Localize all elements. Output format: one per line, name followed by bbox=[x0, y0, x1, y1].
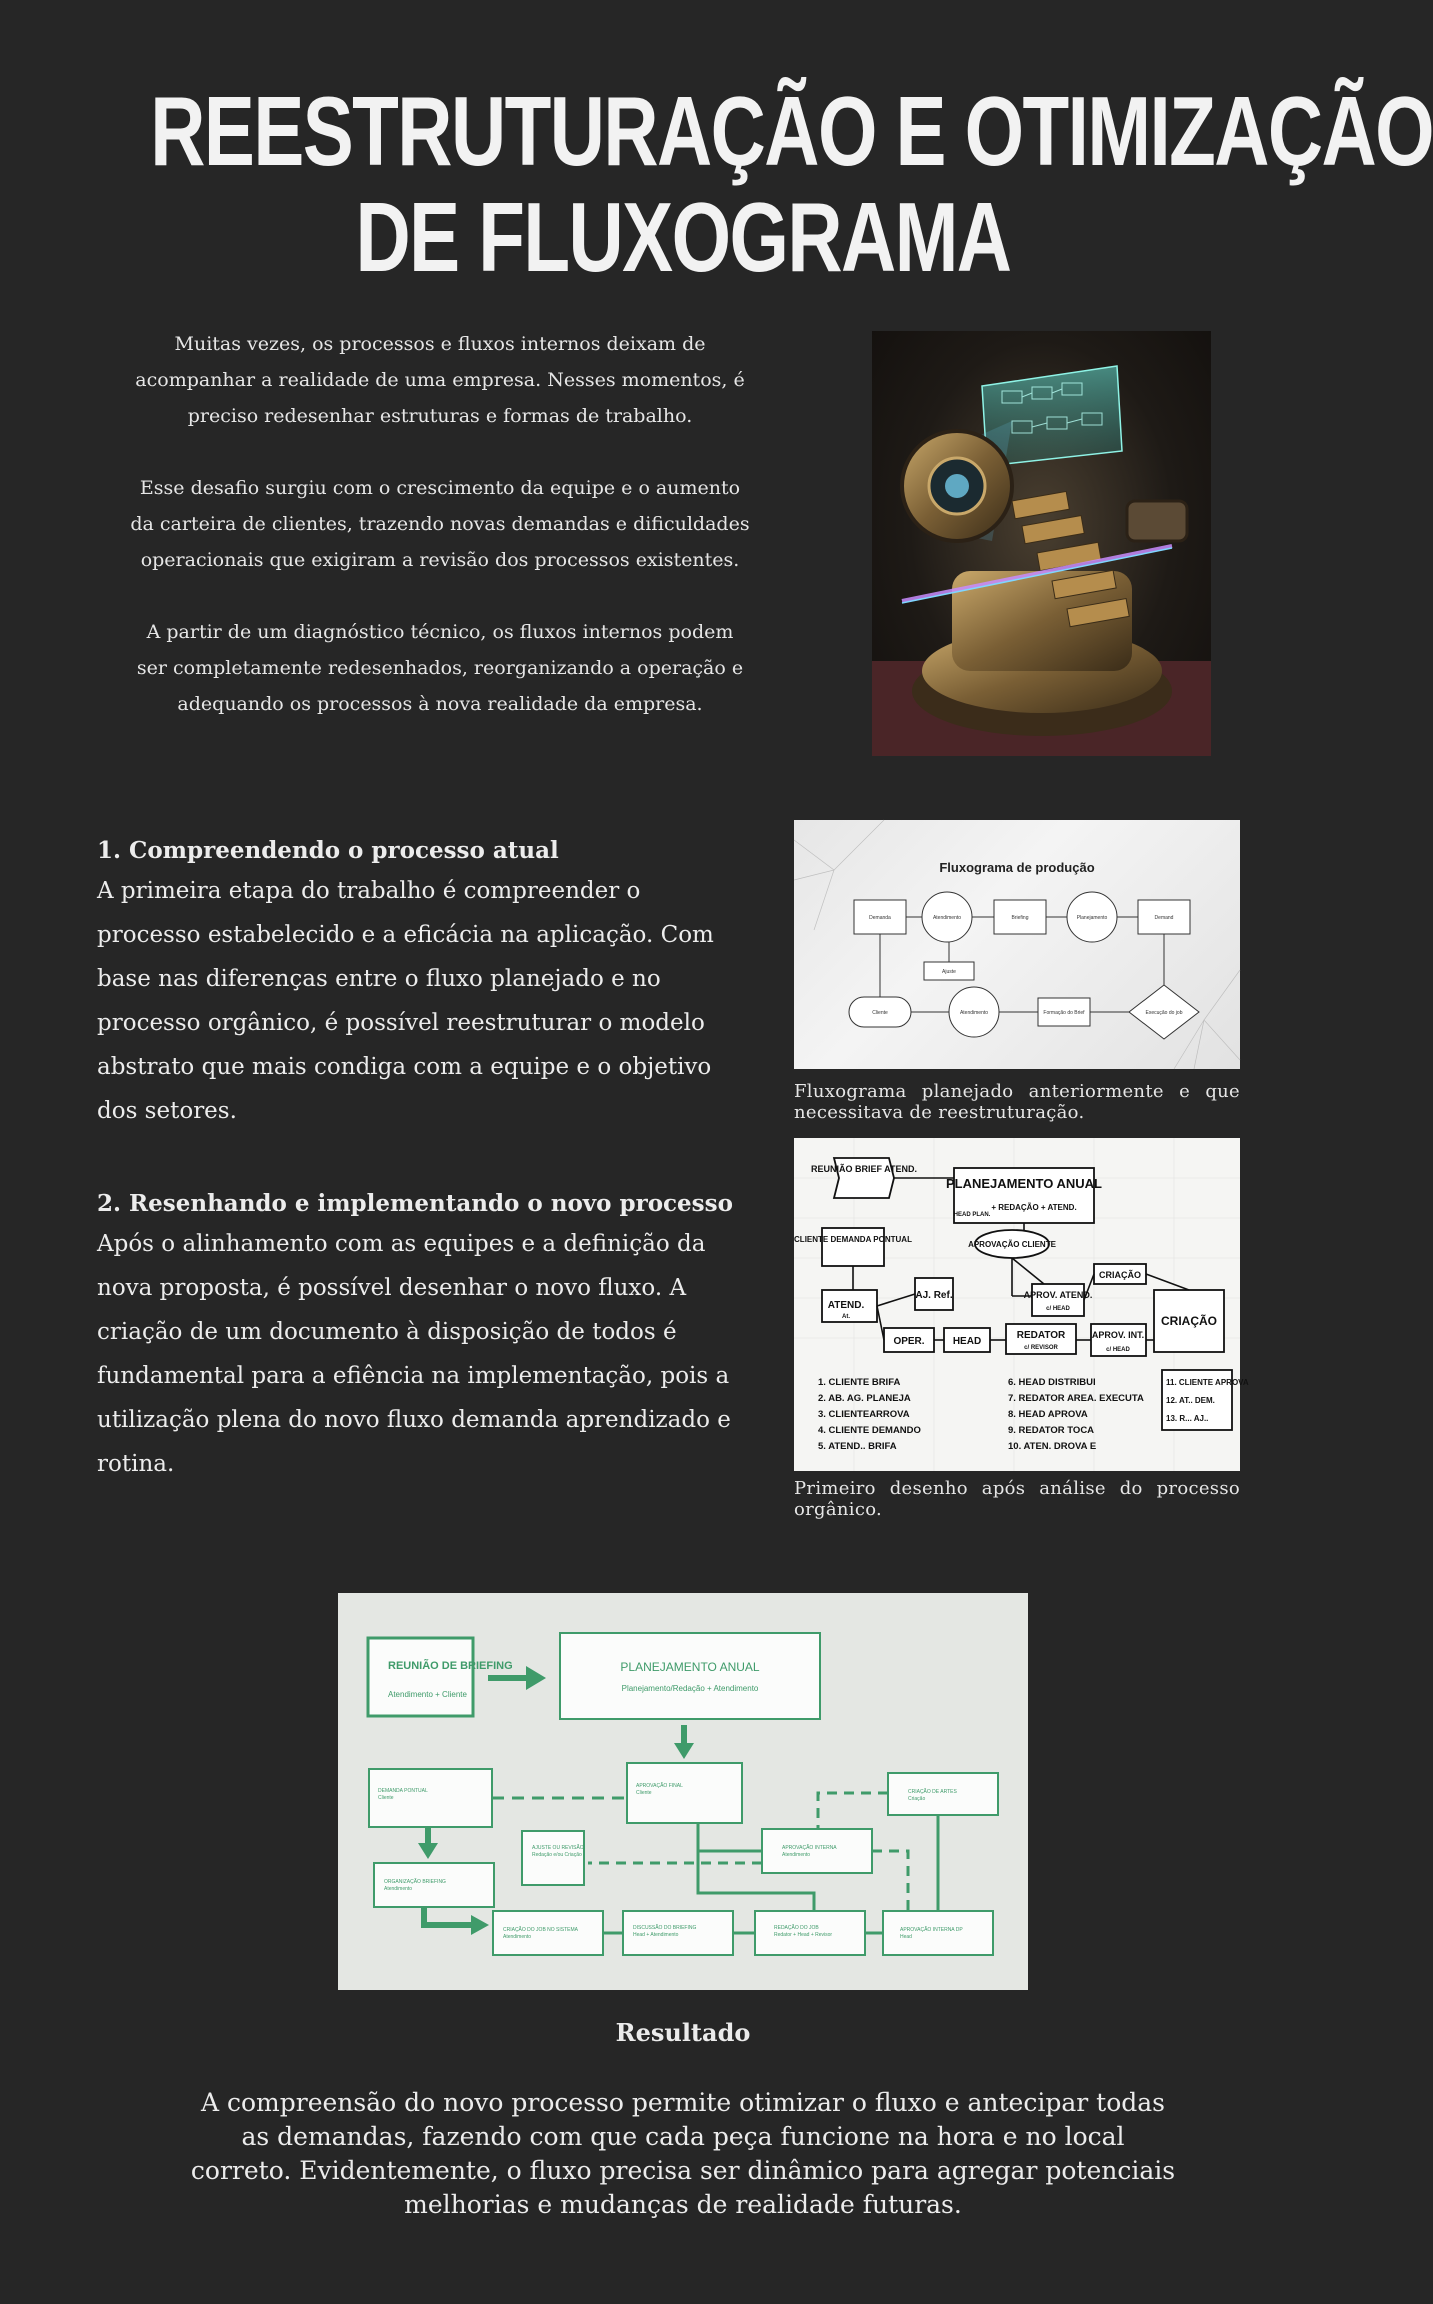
figure-1-node: Atendimento bbox=[932, 915, 962, 921]
fig2-node-criacao-small: CRIAÇÃO bbox=[1099, 1270, 1141, 1280]
fig2-list-item: 2. AB. AG. PLANEJA bbox=[818, 1393, 911, 1404]
fig3-small-node: ORGANIZAÇÃO BRIEFING bbox=[384, 1879, 446, 1885]
fig3-small-node: Atendimento bbox=[384, 1886, 413, 1892]
fig3-small-node: DISCUSSÃO DO BRIEFING bbox=[633, 1925, 697, 1931]
figure-3-new-flowchart bbox=[338, 1593, 1028, 1990]
page-title bbox=[150, 76, 1433, 292]
page-title-line-2: DE FLUXOGRAMA bbox=[355, 182, 1011, 292]
fig2-list-item: 6. HEAD DISTRIBUI bbox=[1008, 1377, 1096, 1388]
fig3-small-node: Cliente bbox=[378, 1795, 394, 1801]
fig3-node-plan: PLANEJAMENTO ANUAL bbox=[620, 1660, 760, 1674]
fig3-small-node: APROVAÇÃO INTERNA bbox=[782, 1845, 837, 1851]
fig2-node-redator: REDATOR bbox=[1016, 1330, 1066, 1341]
fig2-list-item: 12. AT.. DEM. bbox=[1166, 1396, 1215, 1405]
fig2-list-item: 3. CLIENTEARROVA bbox=[818, 1409, 910, 1420]
section-1 bbox=[97, 833, 737, 1133]
fig2-list-item: 1. CLIENTE BRIFA bbox=[818, 1377, 901, 1388]
fig2-node-brief: REUNIÃO BRIEF ATEND. bbox=[810, 1164, 918, 1174]
fig2-node-redator-sub: c/ REVISOR bbox=[1024, 1345, 1058, 1351]
fig3-small-node: Head bbox=[900, 1934, 912, 1940]
fig3-small-node: CRIAÇÃO DE ARTES bbox=[908, 1789, 957, 1795]
fig2-list-item: 4. CLIENTE DEMANDO bbox=[818, 1425, 921, 1436]
intro-paragraph-3: A partir de um diagnóstico técnico, os fluxos internos podem ser completamente redesenhados, reorganizando a operação e adequando os processos à nova realidade da empresa. bbox=[136, 621, 744, 715]
fig3-small-node: Cliente bbox=[636, 1790, 652, 1796]
fig2-node-plan: PLANEJAMENTO ANUAL bbox=[945, 1176, 1103, 1191]
fig3-small-node: Atendimento bbox=[782, 1852, 811, 1858]
hero-machine-graphic bbox=[872, 331, 1211, 756]
fig2-node-oper: OPER. bbox=[893, 1336, 925, 1347]
figure-1-node: Cliente bbox=[872, 1010, 888, 1016]
figure-1-node: Ajuste bbox=[942, 969, 956, 975]
figure-1-node: Planejamento bbox=[1076, 915, 1108, 921]
result-title: Resultado bbox=[615, 2018, 751, 2047]
fig3-small-node: APROVAÇÃO INTERNA DP bbox=[900, 1927, 963, 1933]
fig3-node-briefing: REUNIÃO DE BRIEFING bbox=[388, 1660, 513, 1672]
figure-1-caption: Fluxograma planejado anteriormente e que necessitava de reestruturação. bbox=[794, 1081, 1240, 1123]
result-text: A compreensão do novo processo permite otimizar o fluxo e antecipar todas as demandas, fazendo com que cada peça funcione na hora e no local correto. Evidentemente, o fluxo precisa ser dinâmico para agregar potenciais melhorias e mudanças de realidade futuras. bbox=[190, 2088, 1176, 2219]
fig3-small-node: APROVAÇÃO FINAL bbox=[636, 1783, 683, 1789]
section-2 bbox=[97, 1186, 737, 1486]
fig2-list-item: 13. R... AJ.. bbox=[1166, 1414, 1209, 1423]
fig2-list-item: 8. HEAD APROVA bbox=[1008, 1409, 1088, 1420]
figure-2-sketch bbox=[794, 1138, 1249, 1471]
fig2-node-atend-sub: At. bbox=[842, 1314, 850, 1320]
fig2-node-cliente: CLIENTE DEMANDA PONTUAL bbox=[794, 1235, 912, 1244]
fig2-node-aprov-int: APROV. INT. bbox=[1091, 1330, 1145, 1340]
fig2-node-plan-sub: + REDAÇÃO + ATEND. bbox=[991, 1203, 1077, 1212]
section-2-body: Após o alinhamento com as equipes e a definição da nova proposta, é possível desenhar o novo fluxo. A criação de um documento à disposição de todos é fundamental para a efiência na implementação, pois a utilização plena do novo fluxo demanda aprendizado e rotina. bbox=[97, 1231, 731, 1477]
fig2-node-aj-ref: AJ. Ref. bbox=[915, 1290, 953, 1301]
intro-text bbox=[130, 326, 750, 758]
fig2-node-head-plan: HEAD PLAN. bbox=[953, 1212, 991, 1218]
fig3-small-node: Head + Atendimento bbox=[633, 1932, 679, 1938]
figure-1-node: Briefing bbox=[1011, 915, 1029, 921]
fig3-small-node: CRIAÇÃO DO JOB NO SISTEMA bbox=[503, 1927, 579, 1933]
fig3-node-plan-sub: Planejamento/Redação + Atendimento bbox=[621, 1684, 759, 1693]
section-1-heading: 1. Compreendendo o processo atual bbox=[97, 837, 559, 864]
fig3-small-node: REDAÇÃO DO JOB bbox=[774, 1925, 819, 1931]
figure-2-caption: Primeiro desenho após análise do processo orgânico. bbox=[794, 1478, 1240, 1520]
fig2-list-item: 9. REDATOR TOCA bbox=[1008, 1425, 1095, 1436]
fig3-node-briefing-sub: Atendimento + Cliente bbox=[388, 1690, 467, 1699]
intro-paragraph-2: Esse desafio surgiu com o crescimento da equipe e o aumento da carteira de clientes, trazendo novas demandas e dificuldades operacionais que exigiram a revisão dos processos existentes. bbox=[130, 477, 750, 571]
intro-paragraph-1: Muitas vezes, os processos e fluxos internos deixam de acompanhar a realidade de uma empresa. Nesses momentos, é preciso redesenhar estruturas e formas de trabalho. bbox=[135, 333, 745, 427]
figure-1-node: Execução do job bbox=[1145, 1010, 1183, 1016]
fig3-small-node: Redação e/ou Criação bbox=[532, 1852, 582, 1858]
fig2-node-head: HEAD bbox=[952, 1336, 982, 1347]
section-1-body: A primeira etapa do trabalho é compreender o processo estabelecido e a eficácia na aplicação. Com base nas diferenças entre o fluxo planejado e no processo orgânico, é possível reestruturar o modelo abstrato que mais condiga com a equipe e o objetivo dos setores. bbox=[97, 878, 714, 1124]
fig3-small-node: Atendimento bbox=[503, 1934, 532, 1940]
figure-1-node: Demanda bbox=[869, 915, 891, 921]
fig2-node-atend: ATEND. bbox=[827, 1300, 865, 1311]
fig2-node-aprov-atend: APROV. ATEND. bbox=[1023, 1290, 1093, 1300]
fig2-node-criacao-big: CRIAÇÃO bbox=[1161, 1314, 1217, 1328]
fig3-small-node: Criação bbox=[908, 1796, 926, 1802]
fig2-list-item: 10. ATEN. DROVA E bbox=[1008, 1441, 1097, 1452]
page-title-line-1: REESTRUTURAÇÃO E OTIMIZAÇÃO bbox=[150, 76, 1433, 186]
fig3-small-node: AJUSTE OU REVISÃO bbox=[532, 1845, 584, 1851]
fig2-list-item: 11. CLIENTE APROVA bbox=[1166, 1378, 1249, 1387]
section-2-heading: 2. Resenhando e implementando o novo processo bbox=[97, 1190, 733, 1217]
figure-1-node: Demand bbox=[1154, 915, 1174, 921]
fig2-list-item: 7. REDATOR AREA. EXECUTA bbox=[1008, 1393, 1144, 1404]
figure-1-node: Atendimento bbox=[959, 1010, 989, 1016]
fig2-node-aprov-atend-sub: c/ HEAD bbox=[1046, 1306, 1070, 1312]
figure-1-flowchart bbox=[794, 820, 1240, 1069]
fig2-node-aprov-cliente: APROVAÇÃO CLIENTE bbox=[968, 1240, 1056, 1249]
figure-1-node: Formação do Brief bbox=[1043, 1010, 1085, 1016]
hero-illustration bbox=[872, 331, 1211, 756]
fig2-list-item: 5. ATEND.. BRIFA bbox=[818, 1441, 897, 1452]
figure-1-title: Fluxograma de produção bbox=[939, 860, 1095, 875]
fig3-small-node: Redator + Head + Revisor bbox=[774, 1932, 833, 1938]
fig2-node-aprov-int-sub: c/ HEAD bbox=[1106, 1347, 1130, 1353]
fig3-small-node: DEMANDA PONTUAL bbox=[378, 1788, 428, 1794]
